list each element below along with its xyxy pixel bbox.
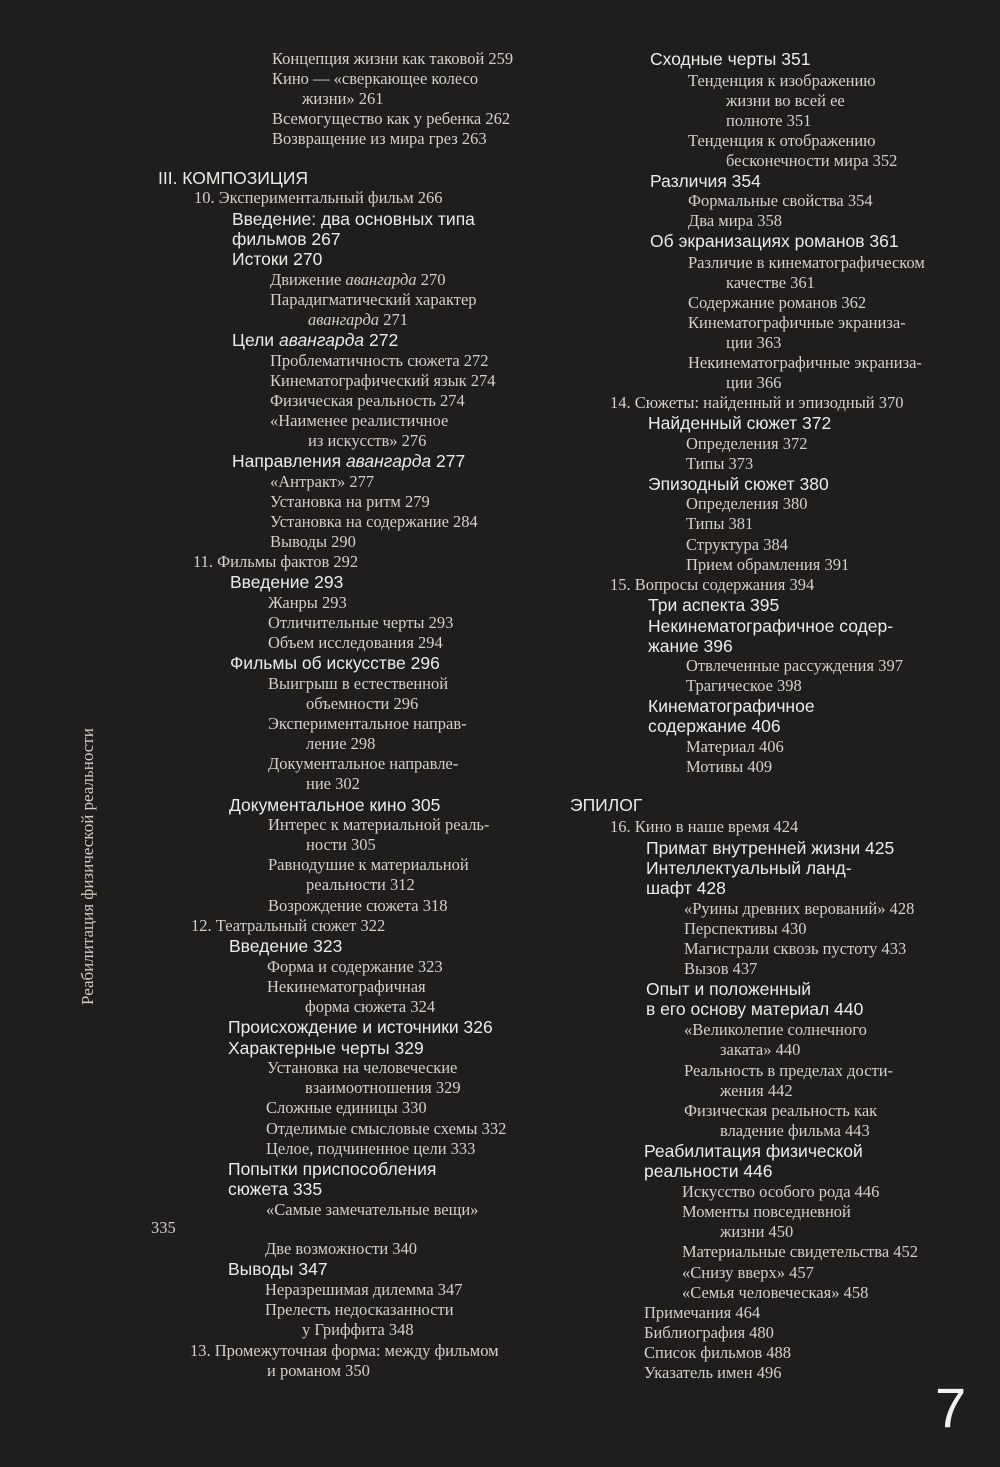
toc-right-entry: 14. Сюжеты: найденный и эпизодный 370 bbox=[610, 393, 904, 412]
toc-left-entry: форма сюжета 324 bbox=[305, 997, 436, 1016]
toc-left-entry: Истоки 270 bbox=[232, 249, 323, 269]
toc-right-entry: ции 363 bbox=[726, 333, 782, 352]
toc-right-entry: Кинематографичное bbox=[648, 696, 815, 716]
toc-right-entry: жизни 450 bbox=[720, 1222, 794, 1241]
toc-left-entry: Интерес к материальной реаль- bbox=[268, 815, 490, 834]
toc-left-entry: Кинематографический язык 274 bbox=[270, 371, 496, 390]
entry-page-number: 271 bbox=[383, 310, 408, 329]
toc-left-entry: Парадигматический характер bbox=[270, 290, 477, 309]
toc-right-entry: «Снизу вверх» 457 bbox=[682, 1263, 814, 1282]
toc-left-entry: объемности 296 bbox=[306, 694, 419, 713]
toc-right-entry: жения 442 bbox=[720, 1081, 793, 1100]
toc-left-entry bbox=[232, 330, 398, 350]
toc-right-entry: в его основу материал 440 bbox=[646, 999, 864, 1019]
toc-right-entry: Реальность в пределах дости- bbox=[684, 1061, 894, 1080]
toc-right-entry: Отвлеченные рассуждения 397 bbox=[686, 656, 903, 675]
entry-italic-text: авангарда bbox=[278, 330, 365, 350]
toc-left-entry: 335 bbox=[151, 1218, 176, 1237]
toc-right-entry: ЭПИЛОГ bbox=[570, 795, 643, 815]
toc-right-entry: Три аспекта 395 bbox=[648, 595, 780, 615]
toc-right-entry: Содержание романов 362 bbox=[688, 293, 867, 312]
toc-left-entry bbox=[308, 310, 408, 330]
toc-right-entry: полноте 351 bbox=[726, 111, 812, 130]
toc-right-entry: Типы 381 bbox=[686, 514, 754, 533]
toc-left-entry: Физическая реальность 274 bbox=[270, 391, 465, 410]
toc-left-entry: Выводы 290 bbox=[270, 532, 356, 551]
toc-right-entry: Найденный сюжет 372 bbox=[648, 413, 832, 433]
toc-left-entry: 13. Промежуточная форма: между фильмом bbox=[190, 1341, 499, 1360]
toc-right-entry: качестве 361 bbox=[726, 273, 815, 292]
toc-right-entry: Определения 380 bbox=[686, 494, 808, 513]
toc-left-entry: Введение: два основных типа bbox=[232, 209, 475, 229]
toc-left-entry: Попытки приспособления bbox=[228, 1159, 437, 1179]
toc-left-entry: и романом 350 bbox=[267, 1361, 370, 1380]
toc-left-entry: Равнодушие к материальной bbox=[268, 855, 469, 874]
toc-left-entry: Документальное направле- bbox=[268, 754, 459, 773]
toc-right-entry: Различия 354 bbox=[650, 171, 761, 191]
toc-left-entry: Проблематичность сюжета 272 bbox=[270, 351, 489, 370]
toc-right-entry: жание 396 bbox=[648, 636, 733, 656]
toc-left-entry: взаимоотношения 329 bbox=[305, 1078, 461, 1097]
toc-right-entry: 15. Вопросы содержания 394 bbox=[610, 575, 815, 594]
toc-right-entry: Материальные свидетельства 452 bbox=[682, 1242, 919, 1261]
toc-left-entry: Объем исследования 294 bbox=[268, 633, 443, 652]
toc-right-entry: 16. Кино в наше время 424 bbox=[610, 817, 799, 836]
toc-left-entry: Установка на содержание 284 bbox=[270, 512, 478, 531]
toc-right-entry: ции 366 bbox=[726, 373, 782, 392]
entry-text: Направления bbox=[232, 451, 342, 471]
toc-left-entry bbox=[270, 270, 445, 290]
toc-right-entry: Сходные черты 351 bbox=[650, 49, 811, 69]
toc-left-entry: ние 302 bbox=[306, 774, 360, 793]
toc-left-entry: из искусств» 276 bbox=[308, 431, 427, 450]
toc-right-entry: владение фильма 443 bbox=[720, 1121, 870, 1140]
toc-right-entry: Интеллектуальный ланд- bbox=[646, 858, 852, 878]
toc-right-entry: Определения 372 bbox=[686, 434, 808, 453]
toc-left-entry: Возрождение сюжета 318 bbox=[268, 896, 448, 915]
toc-left-entry: Концепция жизни как таковой 259 bbox=[272, 49, 514, 68]
toc-left-entry: Всемогущество как у ребенка 262 bbox=[272, 109, 511, 128]
toc-right-entry: Перспективы 430 bbox=[684, 919, 807, 938]
toc-left-entry: Установка на ритм 279 bbox=[270, 492, 430, 511]
entry-page-number: 272 bbox=[369, 330, 399, 350]
toc-left-entry: «Наименее реалистичное bbox=[270, 411, 449, 430]
toc-left-entry: Неразрешимая дилемма 347 bbox=[265, 1280, 463, 1299]
toc-right-entry: Указатель имен 496 bbox=[644, 1363, 782, 1382]
toc-right-entry: Магистрали сквозь пустоту 433 bbox=[684, 939, 907, 958]
entry-italic-text: авангарда bbox=[345, 451, 432, 471]
toc-right-entry: Примечания 464 bbox=[644, 1303, 761, 1322]
toc-right-entry: «Руины древних верований» 428 bbox=[684, 899, 915, 918]
toc-right-entry: Библиография 480 bbox=[644, 1323, 774, 1342]
toc-left-entry: у Гриффита 348 bbox=[302, 1320, 414, 1339]
toc-left-entry: Возвращение из мира грез 263 bbox=[272, 129, 487, 148]
toc-right-entry: бесконечности мира 352 bbox=[726, 151, 898, 170]
toc-left-entry: III. КОМПОЗИЦИЯ bbox=[158, 168, 308, 188]
toc-left-entry: жизни» 261 bbox=[302, 89, 384, 108]
toc-left-entry: Кино — «сверкающее колесо bbox=[272, 69, 479, 88]
toc-right-entry: «Семья человеческая» 458 bbox=[682, 1283, 869, 1302]
toc-right-entry: Формальные свойства 354 bbox=[688, 191, 873, 210]
toc-left-entry: сюжета 335 bbox=[228, 1179, 323, 1199]
entry-italic-text: авангарда bbox=[345, 270, 417, 289]
toc-right-entry: реальности 446 bbox=[644, 1161, 773, 1181]
toc-right-entry: Список фильмов 488 bbox=[644, 1343, 792, 1362]
entry-page-number: 277 bbox=[435, 451, 466, 471]
toc-left-entry: ление 298 bbox=[306, 734, 376, 753]
entry-text: Цели bbox=[232, 330, 275, 350]
toc-right-entry: Примат внутренней жизни 425 bbox=[646, 838, 895, 858]
toc-right-entry: Искусство особого рода 446 bbox=[682, 1182, 880, 1201]
toc-left-entry: реальности 312 bbox=[306, 875, 415, 894]
toc-left-entry: Прелесть недосказанности bbox=[265, 1300, 454, 1319]
toc-left-entry: Фильмы об искусстве 296 bbox=[230, 653, 440, 673]
toc-left-entry: Отличительные черты 293 bbox=[268, 613, 454, 632]
toc-left-entry: Жанры 293 bbox=[268, 593, 347, 612]
page-number: 7 bbox=[935, 1376, 967, 1439]
toc-left-entry: Некинематографичная bbox=[267, 977, 426, 996]
toc-right-entry: Кинематографичные экраниза- bbox=[688, 313, 906, 332]
toc-right-entry: Два мира 358 bbox=[688, 211, 782, 230]
toc-left-entry: фильмов 267 bbox=[232, 229, 341, 249]
toc-right-entry: Некинематографичное содер- bbox=[648, 616, 894, 636]
toc-right-entry: Опыт и положенный bbox=[646, 979, 812, 999]
entry-page-number: 270 bbox=[420, 270, 446, 289]
toc-right-entry: Моменты повседневной bbox=[682, 1202, 851, 1221]
toc-left-entry: Две возможности 340 bbox=[265, 1239, 418, 1258]
toc-left-entry: Установка на человеческие bbox=[267, 1058, 458, 1077]
toc-right-entry: «Великолепие солнечного bbox=[684, 1020, 867, 1039]
toc-right-entry: Мотивы 409 bbox=[686, 757, 773, 776]
toc-right-entry: заката» 440 bbox=[720, 1040, 801, 1059]
toc-right-entry: жизни во всей ее bbox=[726, 91, 845, 110]
spine-title: Реабилитация физической реальности bbox=[78, 728, 97, 1005]
toc-right-entry: Тенденция к изображению bbox=[688, 71, 876, 90]
toc-left-entry: Введение 293 bbox=[230, 572, 344, 592]
toc-left-entry: 12. Театральный сюжет 322 bbox=[191, 916, 386, 935]
toc-left-entry: Происхождение и источники 326 bbox=[228, 1017, 493, 1037]
toc-left-entry: ности 305 bbox=[306, 835, 376, 854]
toc-left-entry: Отделимые смысловые схемы 332 bbox=[266, 1119, 507, 1138]
toc-left-entry bbox=[232, 451, 465, 471]
toc-right-entry: Эпизодный сюжет 380 bbox=[648, 474, 829, 494]
toc-right-entry: Некинематографичные экраниза- bbox=[688, 353, 922, 372]
toc-right-entry: Материал 406 bbox=[686, 737, 784, 756]
toc-left-entry: «Антракт» 277 bbox=[270, 472, 375, 491]
toc-right-entry: содержание 406 bbox=[648, 716, 781, 736]
toc-left-entry: Введение 323 bbox=[229, 936, 343, 956]
toc-right-entry: Типы 373 bbox=[686, 454, 754, 473]
toc-right-entry: Об экранизациях романов 361 bbox=[650, 231, 899, 251]
toc-left-entry: Целое, подчиненное цели 333 bbox=[266, 1139, 476, 1158]
toc-left-entry: «Самые замечательные вещи» bbox=[266, 1200, 479, 1219]
toc-right-entry: Трагическое 398 bbox=[686, 676, 802, 695]
toc-right-entry: Различие в кинематографическом bbox=[688, 253, 925, 272]
toc-left-entry: 11. Фильмы фактов 292 bbox=[193, 552, 359, 571]
toc-left-entry: Выигрыш в естественной bbox=[268, 674, 449, 693]
toc-right-entry: Физическая реальность как bbox=[684, 1101, 878, 1120]
entry-italic-text: авангарда bbox=[308, 310, 380, 329]
entry-text: Движение bbox=[270, 270, 342, 289]
toc-left-entry: Экспериментальное направ- bbox=[268, 714, 467, 733]
toc-right-entry: Структура 384 bbox=[686, 535, 788, 554]
toc-left-entry: Выводы 347 bbox=[228, 1259, 328, 1279]
toc-left-entry: Документальное кино 305 bbox=[229, 795, 441, 815]
toc-right-entry: Вызов 437 bbox=[684, 959, 758, 978]
toc-right-entry: Реабилитация физической bbox=[644, 1141, 863, 1161]
toc-right-entry: Прием обрамления 391 bbox=[686, 555, 850, 574]
toc-left-entry: Характерные черты 329 bbox=[228, 1038, 424, 1058]
toc-right-entry: шафт 428 bbox=[646, 878, 726, 898]
toc-left-entry: 10. Экспериментальный фильм 266 bbox=[194, 188, 443, 207]
toc-left-entry: Форма и содержание 323 bbox=[267, 957, 443, 976]
toc-left-entry: Сложные единицы 330 bbox=[266, 1098, 427, 1117]
toc-right-entry: Тенденция к отображению bbox=[688, 131, 876, 150]
